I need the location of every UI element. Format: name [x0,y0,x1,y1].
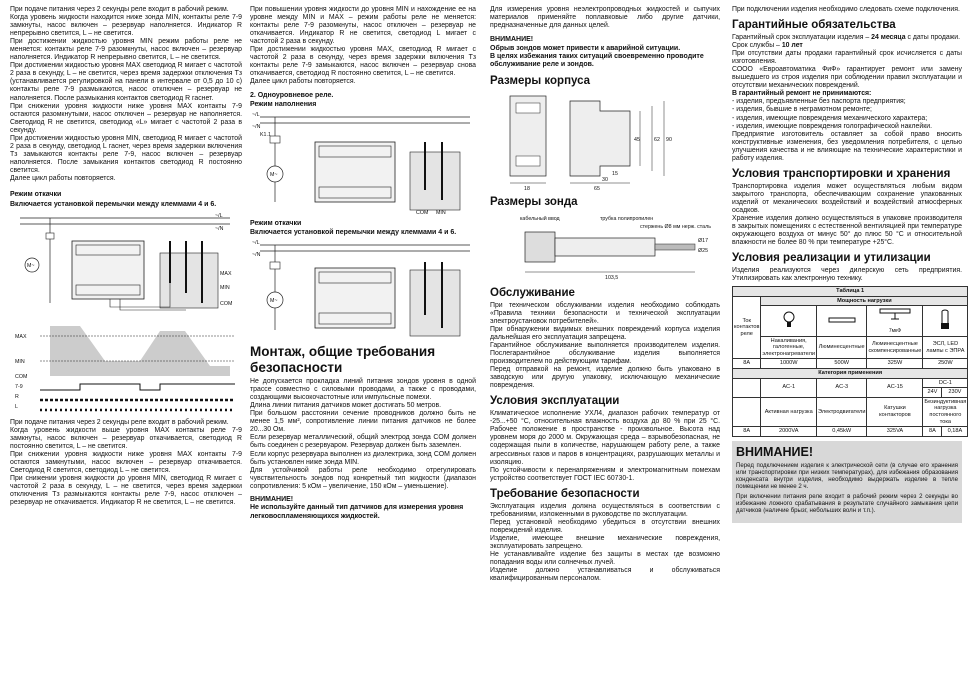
paragraph: При обнаружении видимых внешних повреждений корпуса изделия дальнейшая его эксплуатация запрещена. [490,325,720,341]
paragraph: При достижении жидкостью уровня MIN режим работы реле не меняется: контакты реле 7-9 разомкнуты, насос включен – резервуар наполняется. Индикатор R непрерывно светится, L – не светится. [10,38,242,62]
paragraph: Не допускается прокладка линий питания зондов уровня в одной трассе совместно с силовыми проводами, а также с проводами, создающими высокочастотные или импульсные помехи. [250,378,476,402]
paragraph: По устойчивости к перенапряжениям и электромагнитным помехам устройство соответствует ГОСТ IEC 60730-1. [490,466,720,482]
paragraph: Перед установкой необходимо убедиться в отсутствии внешних повреждений изделия. [490,518,720,534]
table-cell: 0,45kW [816,427,866,437]
paragraph: Климатическое исполнение УХЛ4, диапазон рабочих температур от -25...+50 °С, относительная влажность воздуха до 80 % при 25 °С. Рабочее положение в пространстве - произвольное. Высота над уровнем моря до 2000 м. Окружающая среда – взрывобезопасная, не содержащая пыли в количестве, нарушающем работу реле, а также агрессивных газов и паров в концентрациях, разрушающих металлы и изоляцию. [490,410,720,466]
dimension-label: 45 [634,136,640,143]
table-cell: 8A [733,427,761,437]
dimension-label: 62 [654,136,660,143]
paragraph: Если корпус резервуара выполнен из диэлектрика, зонд COM должен быть установлен ниже зонда MIN. [250,450,476,466]
phase-label: ~/L [215,212,223,219]
table-cell: DC-1 [923,378,968,388]
table-cell: ЭСЛ, LED лампы с ЭПРА [923,336,968,359]
cfl-lamp-icon [939,309,951,331]
list-item: - изделия, имеющие повреждения голографической наклейки. [732,122,932,130]
wiring-diagram-single-drain [250,240,476,340]
table-header: Категория применения [733,369,968,379]
relay-label: 7-9 [15,383,23,390]
table-cell: 0,18A [942,427,968,437]
section-heading-utilization: Условия реализации и утилизации [732,252,931,265]
section-subtitle: Включается установкой перемычки между клеммами 4 и 6. [10,201,217,209]
table-cell: AC-3 [816,378,866,397]
min-label: MIN [220,284,230,291]
column-3 [490,6,720,684]
paragraph: Изделия реализуются через дилерскую сеть предприятия. Утилизировать как электронную технику. [732,267,962,283]
dimension-label: 65 [594,185,600,192]
min-label: MIN [15,358,25,365]
paragraph: При снижении уровня жидкости ниже уровня MAX контакты 7-9 остаются замкнутыми, насос включен – резервуар откачивается. Светодиод R светится, светодиод L – не светится. [10,451,242,475]
dimension-label: Ø25 [698,247,709,254]
paragraph: При большом расстоянии сечение проводников должно быть не менее 1,5 мм², сопротивление линии питания датчиков не более 20...30 Ом. [250,410,476,434]
dimension-label: 18 [524,185,530,192]
section-subtitle: Режим откачки [250,220,302,228]
table-cell: Безиндуктивная нагрузка постоянного тока [923,397,968,426]
r-label: R [15,393,19,400]
table-cell: AC-1 [761,378,817,397]
com-label: COM [220,300,233,307]
section-heading-operation: Условия эксплуатации [490,395,620,408]
paragraph: Когда уровень жидкости находится ниже зонда MIN, контакты реле 7-9 замкнуты, насос включен – резервуар наполняется. Индикатор R непрерывно светится, L – не светится. [10,14,242,38]
paragraph: Если резервуар металлический, общий электрод зонда COM должен быть соединен с резервуаром. Резервуар должен быть заземлен. [250,434,476,450]
warning-box [732,441,962,523]
dimension-label: Ø17 [698,237,709,244]
table-cell: 1000W [761,359,817,369]
probe-label: кабельный ввод [520,215,560,222]
list-item: - изделия, предъявленные без паспорта предприятия; [732,98,906,106]
table-cell: 325VA [867,427,923,437]
table-cell: Люминесцентные [816,336,866,359]
max-label: MAX [220,270,232,277]
section-heading-probe-size: Размеры зонда [490,195,578,208]
table-cell: Активная нагрузка [761,397,817,426]
load-table [732,286,968,437]
paragraph: В гарантийный ремонт не принимаются: [732,90,872,98]
paragraph: При достижении жидкостью уровня MAX, светодиод R мигает с частотой 2 раза в секунду, через время задержки включения Тз контакты реле 7-9 замыкаются, насос включен – резервуар снова откачивается, светодиод R постоянно светится, L – не светится. [250,46,476,78]
text: Гарантийный срок эксплуатации изделия – [732,34,870,42]
paragraph: Для устойчивой работы реле необходимо отрегулировать чувствительность зондов под конкретный тип жидкости (диапазон сопротивления: 5 кОм – увеличение, 150 кОм – уменьшение). [250,466,476,490]
paragraph: Эксплуатация изделия должна осуществляться в соответствии с требованиями, изложенными в руководстве по эксплуатации. [490,502,720,518]
compensated-tube-icon [878,307,912,325]
probe-label: стержень Ø8 мм нерж. сталь [640,223,711,230]
incandescent-lamp-icon [782,310,796,330]
table-cell [733,397,761,426]
table-cell [733,378,761,397]
paragraph: Изделие должно устанавливаться и обслуживаться квалифицированным персоналом. [490,567,720,583]
warning-title: ВНИМАНИЕ! [736,444,813,459]
paragraph: Далее цикл работы повторяется. [250,78,356,86]
section-subtitle: Режим откачки [10,191,62,199]
paragraph: При техническом обслуживании изделия необходимо соблюдать «Правила техники безопасности и технической эксплуатации электроустановок потребителей». [490,301,720,325]
fluorescent-tube-icon [827,315,857,325]
capacitor-label: 7мкФ [888,328,902,335]
paragraph: При снижении уровня жидкости до уровня MIN, светодиод R мигает с частотой 2 раза в секунду, L – не светится, через время задержки отключения Тз размыкаются контакты реле 7-9, насос отключен – резервуар не откачивается. Индикатор R не светится, L – не светится. [10,475,242,507]
paragraph: При подключении изделия необходимо следовать схеме подключения. [732,6,960,13]
warning-text: Не используйте данный тип датчиков для измерения уровня легковоспламеняющихся жидкостей. [250,504,464,520]
table-cell: 250W [923,359,968,369]
warning-title: ВНИМАНИЕ! [490,36,534,44]
min-label: MIN [436,210,446,217]
table-cell: AC-15 [867,378,923,397]
table-cell: 8A [733,359,761,369]
paragraph: Далее цикл работы повторяется. [10,174,116,182]
wiring-diagram-single-fill [250,112,476,217]
l-label: L [15,403,18,410]
paragraph: СООО «Евроавтоматика ФиФ» гарантирует ремонт или замену вышедшего из строя изделия при соблюдении правил эксплуатации и отсутствии механических повреждений. [732,66,962,90]
probe-label: трубка полипропилен [600,215,654,222]
paragraph: При отсутствии даты продажи гарантийный срок исчисляется с даты изготовления. [732,50,962,66]
warning-text: При включении питания реле входит в рабочий режим через 2 секунды во избежание ложного срабатывания в результате случайного замыкания цепи датчиков (наличие брызг, небольших волн и т.п.). [736,492,958,514]
phase-label: ~/L [252,240,260,247]
motor-label: M~ [27,262,35,269]
column-4 [732,6,967,684]
table-cell [923,306,968,336]
neutral-label: ~/N [252,124,261,131]
table-cell [816,306,866,336]
section-heading-mounting: Монтаж, общие требования безопасности [250,344,436,375]
section-heading-transport: Условия транспортировки и хранения [732,167,951,180]
paragraph: При повышении уровня жидкости до уровня MIN и нахождение ее на уровне между MIN и MAX – режим работы реле не меняется: контакты реле 7-9 разомкнуты, насос отключен – резервуар не откачивается. Индикатор R не светится, светодиод L мигает с частотой 2 раза в секунду. [250,6,476,46]
section-heading-safety: Требование безопасности [490,487,640,500]
max-label: MAX [15,333,27,340]
neutral-label: ~/N [252,252,261,259]
section-subtitle: Режим наполнения [250,100,317,108]
table-header: Мощность нагрузки [761,296,968,306]
paragraph: Когда уровень жидкости выше уровня MAX контакты реле 7-9 замкнуты, насос включен – резервуар откачивается, светодиод R постоянно светится, L – не светится. [10,426,242,450]
list-item: - изделия, бывшие в неграмотном ремонте; [732,106,872,114]
table-header: Ток контактов реле [733,296,761,359]
paragraph: При подаче питания через 2 секунды реле входит в рабочий режим. [10,6,229,13]
table-cell: 230V [942,388,968,398]
table-cell: 8A [923,427,942,437]
dimension-label: 90 [666,136,672,143]
table-cell: Накаливания, галогенные, электронагреватели [761,336,817,359]
table-cell: Катушки контакторов [867,397,923,426]
paragraph: Перед отправкой на ремонт, изделие должно быть упаковано в заводскую или другую упаковку, исключающую механические повреждения. [490,366,720,390]
service-life: 10 лет [781,42,803,50]
section-subtitle: Включается установкой перемычки между клеммами 4 и 6. [250,228,457,236]
motor-label: M~ [270,298,278,305]
paragraph: Хранение изделия должно осуществляться в упаковке производителя в закрытых помещениях с естественной вентиляцией при температуре окружающего воздуха от минус 50° до плюс 50 °С и относительной влажности не более 80 % при температуре +25°С. [732,214,962,247]
neutral-label: ~/N [215,225,224,232]
table-cell: 24V [923,388,942,398]
paragraph [732,34,962,42]
dimension-label: 103,5 [605,274,619,281]
column-1 [10,6,242,684]
com-label: COM [15,373,28,380]
paragraph: Для измерения уровня неэлектропроводных жидкостей и сыпучих материалов применяйте поплавковые либо другие датчики, предназначенные для данных целей. [490,6,720,30]
table-cell: 325W [867,359,923,369]
dimension-label: 15 [612,170,618,177]
list-item: - изделия, имеющие повреждения механического характера; [732,114,928,122]
paragraph: Не устанавливайте изделие без защиты в местах где возможно попадания воды или солнечных лучей. [490,550,720,567]
table-cell [867,306,923,336]
timing-diagram [10,316,240,416]
table-cell: Электродвигатели [816,397,866,426]
probe-dimensions-drawing [490,212,720,282]
paragraph: Гарантийное обслуживание выполняется производителем изделия. Послегарантийное обслуживание изделия выполняется производителем по действующим тарифам. [490,342,720,366]
section-heading-case-size: Размеры корпуса [490,74,591,87]
dimension-label: 30 [602,176,608,183]
table-title: Таблица 1 [733,287,968,297]
k11-label: K1.1 [260,132,271,139]
table-cell: Люминесцентные скомпенсированные [867,336,923,359]
paragraph [732,42,962,50]
paragraph: При подаче питания через 2 секунды реле входит в рабочий режим. [10,418,229,426]
com-label: COM [416,210,429,217]
text: с даты продажи. [907,34,961,42]
paragraph: Транспортировка изделия может осуществляться любым видом закрытого транспорта, обеспечивающим сохранение упакованных изделий от механических воздействий и воздействий атмосферных осадков. [732,182,962,214]
warning-text: Обрыв зондов может привести к аварийной ситуации. [490,44,681,52]
motor-label: M~ [270,172,278,179]
wiring-diagram-drain [10,213,240,313]
text: Срок службы – [732,42,780,50]
column-2 [250,6,476,684]
section-heading-service: Обслуживание [490,286,575,299]
paragraph: Изделие, имеющее внешние механические повреждения, эксплуатировать запрещено. [490,534,720,550]
warranty-period: 24 месяца [871,34,906,42]
case-dimensions-drawing [490,91,720,191]
section-subtitle: 2. Одноуровневое реле. [250,92,334,100]
paragraph: При снижении уровня жидкости ниже уровня MAX контакты 7-9 остаются разомкнутыми, насос отключен – резервуар не наполняется. Светодиод R не светится, светодиод «L» мигает с частотой 2 раза в секунду. [10,102,242,134]
paragraph: При достижении жидкостью уровня MAX светодиод R мигает с частотой 2 раза в секунду, L – не светится, через время задержки отключения Тз (устанавливается регулировкой на панели в интервале от 0,5 до 10 с) контакты реле 7-9 размыкаются, насос отключен – резервуар не наполняется. После размыкания контактов светодиод R гаснет. [10,62,242,102]
warning-text: В целях избежания таких ситуаций своевременно проводите обслуживание реле и зондов. [490,52,704,69]
warning-text: Перед подключением изделия к электрической сети (в случае его хранения или транспортировки при низких температурах), для избежания образования конденсата внутри изделия, необходимо выдержать изделие в тепле помещении не менее 2 ч. [736,461,958,490]
paragraph: При достижении жидкостью уровня MIN, светодиод R мигает с частотой 2 раза в секунду, светодиод L гаснет, через время задержки включения Тз замыкаются контакты реле 7-9, насос включен – резервуар наполняется. После замыкания контактов светодиод R постоянно светится. [10,134,242,174]
warning-title: ВНИМАНИЕ! [250,495,294,503]
table-cell: 500W [816,359,866,369]
table-cell [761,306,817,336]
paragraph: Длина линии питания датчиков может достигать 50 метров. [250,402,442,410]
table-cell: 2000VA [761,427,817,437]
section-heading-warranty: Гарантийные обязательства [732,19,896,32]
phase-label: ~/L [252,112,260,119]
paragraph: Предприятие изготовитель оставляет за собой право вносить конструктивные изменения, без уведомления потребителя, с целью улучшения качества и не влияющие на технические характеристики и работу изделия. [732,130,962,162]
